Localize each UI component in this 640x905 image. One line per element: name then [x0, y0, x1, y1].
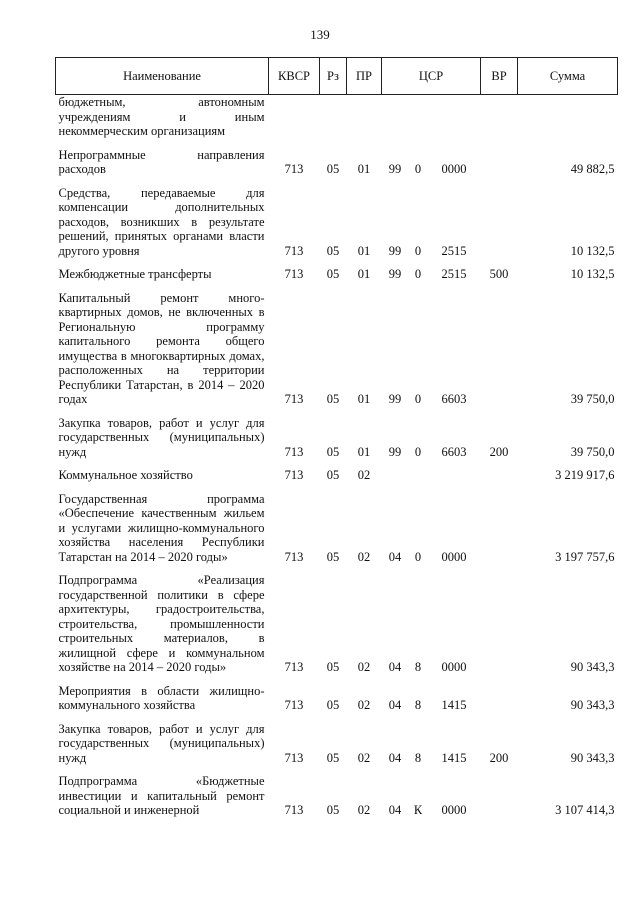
table-row [56, 186, 618, 268]
cell-sum: 10 132,5 [570, 243, 615, 258]
cell-vr: 200 [489, 444, 509, 459]
cell-sum: 10 132,5 [570, 267, 615, 281]
table-header-row [56, 58, 618, 95]
cell-vr [481, 148, 518, 186]
cell-kvsr: 713 [284, 698, 304, 712]
cell-vr: 500 [489, 267, 509, 281]
header-rz: Рз [320, 58, 347, 95]
cell-sum [518, 95, 618, 148]
cell-sum: 3 107 414,3 [555, 803, 615, 817]
cell-kvsr: 713 [284, 392, 304, 406]
cell-pr: 01 [357, 267, 371, 281]
cell-pr: 01 [357, 243, 371, 258]
header-csr: ЦСР [382, 58, 481, 95]
cell-csr-direction: 0000 [441, 162, 467, 176]
cell-csr-program: 04 [388, 750, 402, 765]
cell-sum: 90 343,3 [570, 698, 615, 712]
budget-table [55, 57, 618, 827]
cell-name: Мероприятия в области жилищно-коммунального хозяйства [58, 683, 265, 712]
cell-csr-direction: 1415 [441, 698, 467, 712]
cell-vr [481, 573, 518, 684]
cell-rz: 05 [326, 698, 340, 712]
cell-name: Непрограммные направления расходов [58, 147, 265, 176]
cell-csr-direction [428, 468, 481, 492]
cell-name: Закупка товаров, работ и услуг для государственных (муниципальных) нужд [58, 415, 265, 459]
cell-name: Капитальный ремонт много-квартирных домов, не включенных в Региональную программу капитального ремонта общего имущества в многоквартирных домах, расположенных на территории Республики Татарстан, в 2014 – 2020 годах [58, 290, 265, 406]
cell-csr-direction: 6603 [441, 392, 467, 406]
table-row [56, 291, 618, 416]
cell-sum: 90 343,3 [570, 660, 615, 674]
table-body [56, 95, 618, 827]
table-row [56, 95, 618, 148]
cell-csr-program: 99 [388, 243, 402, 258]
cell-vr [481, 492, 518, 574]
cell-csr-direction: 0000 [441, 803, 467, 817]
cell-csr-direction [428, 95, 481, 148]
cell-rz: 05 [326, 549, 340, 564]
cell-csr-program [382, 95, 409, 148]
cell-vr [481, 186, 518, 268]
cell-name: Закупка товаров, работ и услуг для государственных (муниципальных) нужд [58, 721, 265, 765]
cell-rz: 05 [326, 660, 340, 674]
cell-csr-direction: 6603 [441, 444, 467, 459]
cell-csr-direction: 0000 [441, 660, 467, 674]
cell-name: Подпрограмма «Бюджетные инвестиции и капитальный ремонт социальной и инженерной [58, 774, 265, 817]
cell-rz: 05 [326, 803, 340, 817]
cell-vr [481, 468, 518, 492]
table-row [56, 492, 618, 574]
cell-csr-program: 99 [388, 267, 402, 281]
cell-csr-direction: 2515 [441, 243, 467, 258]
cell-csr-program: 04 [388, 803, 402, 817]
cell-csr-program: 99 [388, 162, 402, 176]
header-pr: ПР [347, 58, 382, 95]
cell-pr: 02 [357, 549, 371, 564]
cell-rz: 05 [326, 162, 340, 176]
cell-csr-subprogram: 0 [414, 549, 422, 564]
cell-rz: 05 [326, 444, 340, 459]
cell-vr [481, 291, 518, 416]
cell-pr: 02 [357, 803, 371, 817]
cell-csr-program: 04 [388, 660, 402, 674]
cell-name: Средства, передаваемые для компенсации дополнительных расходов, возникших в результате решений, принятых органами власти другого уровня [58, 185, 265, 258]
cell-kvsr [269, 95, 320, 148]
cell-vr: 200 [489, 750, 509, 765]
cell-csr-subprogram: 0 [414, 243, 422, 258]
cell-pr: 02 [357, 698, 371, 712]
cell-csr-direction: 1415 [441, 750, 467, 765]
cell-csr-subprogram: 0 [414, 162, 422, 176]
cell-kvsr: 713 [284, 444, 304, 459]
cell-csr-program: 04 [388, 549, 402, 564]
cell-name: Подпрограмма «Реализация государственной политики в сфере архитектуры, градостроительства, строительства, промышленности строительных материалов, в жилищной сфере и коммунальном хозяйстве на 2014 – 2020 годы» [58, 573, 265, 674]
header-vr: ВР [481, 58, 518, 95]
cell-kvsr: 713 [284, 468, 304, 482]
page-number: 139 [310, 27, 330, 42]
cell-csr-subprogram: 0 [414, 392, 422, 406]
cell-pr: 02 [357, 468, 371, 482]
cell-kvsr: 713 [284, 267, 304, 281]
cell-name: Межбюджетные трансферты [58, 267, 212, 281]
cell-vr [481, 774, 518, 827]
header-kvsr: КВСР [269, 58, 320, 95]
table-row [56, 416, 618, 469]
cell-rz: 05 [326, 243, 340, 258]
table-row [56, 573, 618, 684]
cell-csr-subprogram: 0 [414, 444, 422, 459]
cell-csr-program: 99 [388, 392, 402, 406]
cell-pr: 01 [357, 444, 371, 459]
table-row [56, 468, 618, 492]
table-row [56, 722, 618, 775]
cell-rz: 05 [326, 468, 340, 482]
cell-vr [481, 684, 518, 722]
table-row [56, 684, 618, 722]
cell-name: бюджетным, автономным учреждениям и иным некоммерческим организациям [58, 95, 265, 138]
cell-csr-program: 99 [388, 444, 402, 459]
cell-kvsr: 713 [284, 750, 304, 765]
cell-csr-direction: 0000 [441, 549, 467, 564]
cell-csr-subprogram [409, 468, 428, 492]
cell-rz: 05 [326, 750, 340, 765]
cell-name: Коммунальное хозяйство [58, 468, 193, 482]
cell-pr: 01 [357, 392, 371, 406]
cell-csr-direction: 2515 [441, 267, 467, 281]
cell-sum: 39 750,0 [570, 444, 615, 459]
cell-vr [481, 95, 518, 148]
cell-sum: 39 750,0 [570, 392, 615, 406]
cell-kvsr: 713 [284, 162, 304, 176]
cell-sum: 3 219 917,6 [555, 468, 615, 482]
cell-name: Государственная программа «Обеспечение качественным жильем и услугами жилищно-коммунального хозяйства населения Республики Татарстан на 2014 – 2020 годы» [58, 491, 265, 564]
cell-rz: 05 [326, 267, 340, 281]
cell-csr-subprogram: 8 [414, 660, 422, 674]
cell-pr [347, 95, 382, 148]
cell-pr: 02 [357, 660, 371, 674]
cell-rz: 05 [326, 392, 340, 406]
cell-csr-subprogram: 8 [414, 750, 422, 765]
table-row [56, 774, 618, 827]
header-name: Наименование [56, 58, 269, 95]
cell-csr-program: 04 [388, 698, 402, 712]
table-row [56, 148, 618, 186]
cell-kvsr: 713 [284, 660, 304, 674]
cell-csr-subprogram: 0 [414, 267, 422, 281]
cell-kvsr: 713 [284, 803, 304, 817]
cell-rz [320, 95, 347, 148]
cell-csr-subprogram [409, 95, 428, 148]
table-row [56, 267, 618, 291]
cell-csr-subprogram: 8 [414, 698, 422, 712]
cell-kvsr: 713 [284, 243, 304, 258]
cell-kvsr: 713 [284, 549, 304, 564]
cell-pr: 02 [357, 750, 371, 765]
cell-pr: 01 [357, 162, 371, 176]
cell-sum: 90 343,3 [570, 750, 615, 765]
header-sum: Сумма [518, 58, 618, 95]
cell-csr-program [382, 468, 409, 492]
cell-sum: 49 882,5 [570, 162, 615, 176]
cell-csr-subprogram: К [413, 803, 423, 817]
cell-sum: 3 197 757,6 [555, 549, 615, 564]
